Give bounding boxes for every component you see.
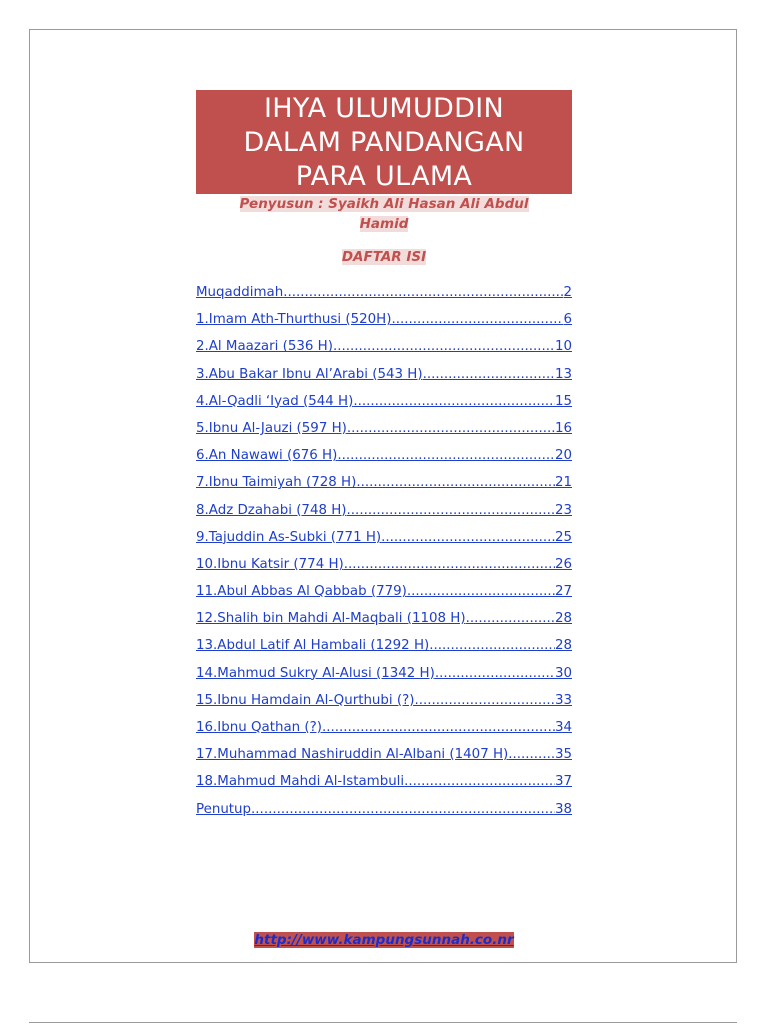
- toc-entry-page: 35: [554, 747, 572, 763]
- toc-entry-15[interactable]: [196, 691, 572, 718]
- toc-leader-dots: [508, 745, 555, 765]
- toc-entry-page: 25: [554, 529, 572, 545]
- toc-entry-title: 17.Muhammad Nashiruddin Al-Albani (1407 H): [196, 747, 509, 763]
- toc-entry-page: 20: [554, 448, 572, 464]
- toc-entry-9[interactable]: [196, 528, 572, 555]
- toc-leader-dots: [414, 691, 554, 711]
- author-text-2: Hamid: [359, 216, 409, 232]
- toc-entry-title: 5.Ibnu Al-Jauzi (597 H): [196, 420, 347, 436]
- toc-entry-title: Penutup: [196, 801, 252, 817]
- toc-entry-8[interactable]: [196, 501, 572, 528]
- toc-entry-title: 18.Mahmud Mahdi Al-Istambuli: [196, 774, 405, 790]
- toc-entry-6[interactable]: [196, 446, 572, 473]
- toc-heading: [196, 248, 572, 266]
- toc-heading-text: DAFTAR ISI: [341, 249, 427, 265]
- toc-leader-dots: [333, 337, 555, 357]
- toc-entry-page: 33: [554, 692, 572, 708]
- toc-entry-page: 28: [554, 638, 572, 654]
- toc-entry-title: 7.Ibnu Taimiyah (728 H): [196, 475, 357, 491]
- toc-entry-page: 2: [563, 285, 572, 300]
- toc-leader-dots: [347, 501, 555, 521]
- toc-entry-page: 28: [554, 611, 572, 627]
- toc-leader-dots: [404, 772, 555, 792]
- toc-leader-dots: [356, 473, 555, 493]
- toc-entry-page: 21: [554, 475, 572, 491]
- toc-entry-4[interactable]: [196, 392, 572, 419]
- toc-entry-1[interactable]: [196, 310, 572, 337]
- toc-entry-page: 16: [554, 420, 572, 436]
- toc-leader-dots: [322, 718, 555, 738]
- toc-leader-dots: [381, 528, 555, 548]
- toc-leader-dots: [283, 283, 563, 303]
- website-link-line: [196, 931, 572, 949]
- toc-entry-page: 27: [554, 584, 572, 600]
- toc-entry-title: Muqaddimah: [196, 285, 284, 300]
- toc-entry-title: 9.Tajuddin As-Subki (771 H): [196, 529, 382, 545]
- toc-leader-dots: [347, 419, 555, 439]
- toc-entry-title: 14.Mahmud Sukry Al-Alusi (1342 H): [196, 665, 435, 681]
- table-of-contents: [196, 283, 572, 827]
- toc-entry-title: 3.Abu Bakar Ibnu Al’Arabi (543 H): [196, 366, 423, 382]
- website-link[interactable]: http://www.kampungsunnah.co.nr: [254, 932, 514, 948]
- toc-entry-title: 13.Abdul Latif Al Hambali (1292 H): [196, 638, 430, 654]
- document-title: [196, 90, 572, 194]
- toc-leader-dots: [251, 800, 555, 820]
- toc-entry-page: 26: [554, 556, 572, 572]
- toc-entry-page: 6: [563, 312, 572, 328]
- author-text-1: Penyusun : Syaikh Ali Hasan Ali Abdul: [239, 196, 529, 212]
- toc-entry-page: 38: [554, 801, 572, 817]
- toc-entry-title: 1.Imam Ath-Thurthusi (520H): [196, 312, 392, 328]
- toc-leader-dots: [391, 310, 563, 330]
- toc-entry-title: 12.Shalih bin Mahdi Al-Maqbali (1108 H): [196, 611, 466, 627]
- toc-leader-dots: [353, 392, 555, 412]
- toc-leader-dots: [423, 365, 555, 385]
- toc-entry-title: 4.Al-Qadli ‘Iyad (544 H): [196, 393, 354, 409]
- toc-entry-page: 34: [554, 720, 572, 735]
- title-line-1: IHYA ULUMUDDIN: [264, 93, 504, 124]
- toc-entry-5[interactable]: [196, 419, 572, 446]
- toc-entry-page: 23: [554, 502, 572, 518]
- toc-entry-penutup[interactable]: [196, 800, 572, 827]
- toc-entry-title: 8.Adz Dzahabi (748 H): [196, 502, 347, 518]
- toc-entry-title: 10.Ibnu Katsir (774 H): [196, 556, 344, 572]
- toc-leader-dots: [429, 636, 555, 656]
- toc-entry-muqaddimah[interactable]: [196, 283, 572, 310]
- toc-entry-2[interactable]: [196, 337, 572, 364]
- toc-entry-page: 30: [554, 665, 572, 681]
- toc-entry-page: 13: [554, 366, 572, 382]
- toc-entry-17[interactable]: [196, 745, 572, 772]
- toc-leader-dots: [337, 446, 555, 466]
- toc-entry-7[interactable]: [196, 473, 572, 500]
- toc-entry-16[interactable]: [196, 718, 572, 745]
- toc-leader-dots: [407, 582, 555, 602]
- toc-entry-14[interactable]: [196, 664, 572, 691]
- toc-entry-12[interactable]: [196, 609, 572, 636]
- toc-entry-3[interactable]: [196, 365, 572, 392]
- toc-leader-dots: [344, 555, 555, 575]
- toc-entry-title: 16.Ibnu Qathan (?): [196, 720, 322, 735]
- toc-entry-title: 11.Abul Abbas Al Qabbab (779): [196, 584, 407, 600]
- title-line-3: PARA ULAMA: [295, 161, 473, 192]
- toc-entry-page: 37: [554, 774, 572, 790]
- toc-leader-dots: [466, 609, 555, 629]
- toc-leader-dots: [435, 664, 555, 684]
- toc-entry-13[interactable]: [196, 636, 572, 663]
- toc-entry-title: 6.An Nawawi (676 H): [196, 448, 338, 464]
- title-line-2: DALAM PANDANGAN: [243, 127, 525, 158]
- toc-entry-page: 15: [554, 393, 572, 409]
- toc-entry-18[interactable]: [196, 772, 572, 799]
- author-line: [196, 194, 572, 234]
- toc-entry-10[interactable]: [196, 555, 572, 582]
- toc-entry-title: 15.Ibnu Hamdain Al-Qurthubi (?): [196, 692, 415, 708]
- toc-entry-page: 10: [554, 339, 572, 355]
- toc-entry-title: 2.Al Maazari (536 H): [196, 339, 333, 355]
- toc-entry-11[interactable]: [196, 582, 572, 609]
